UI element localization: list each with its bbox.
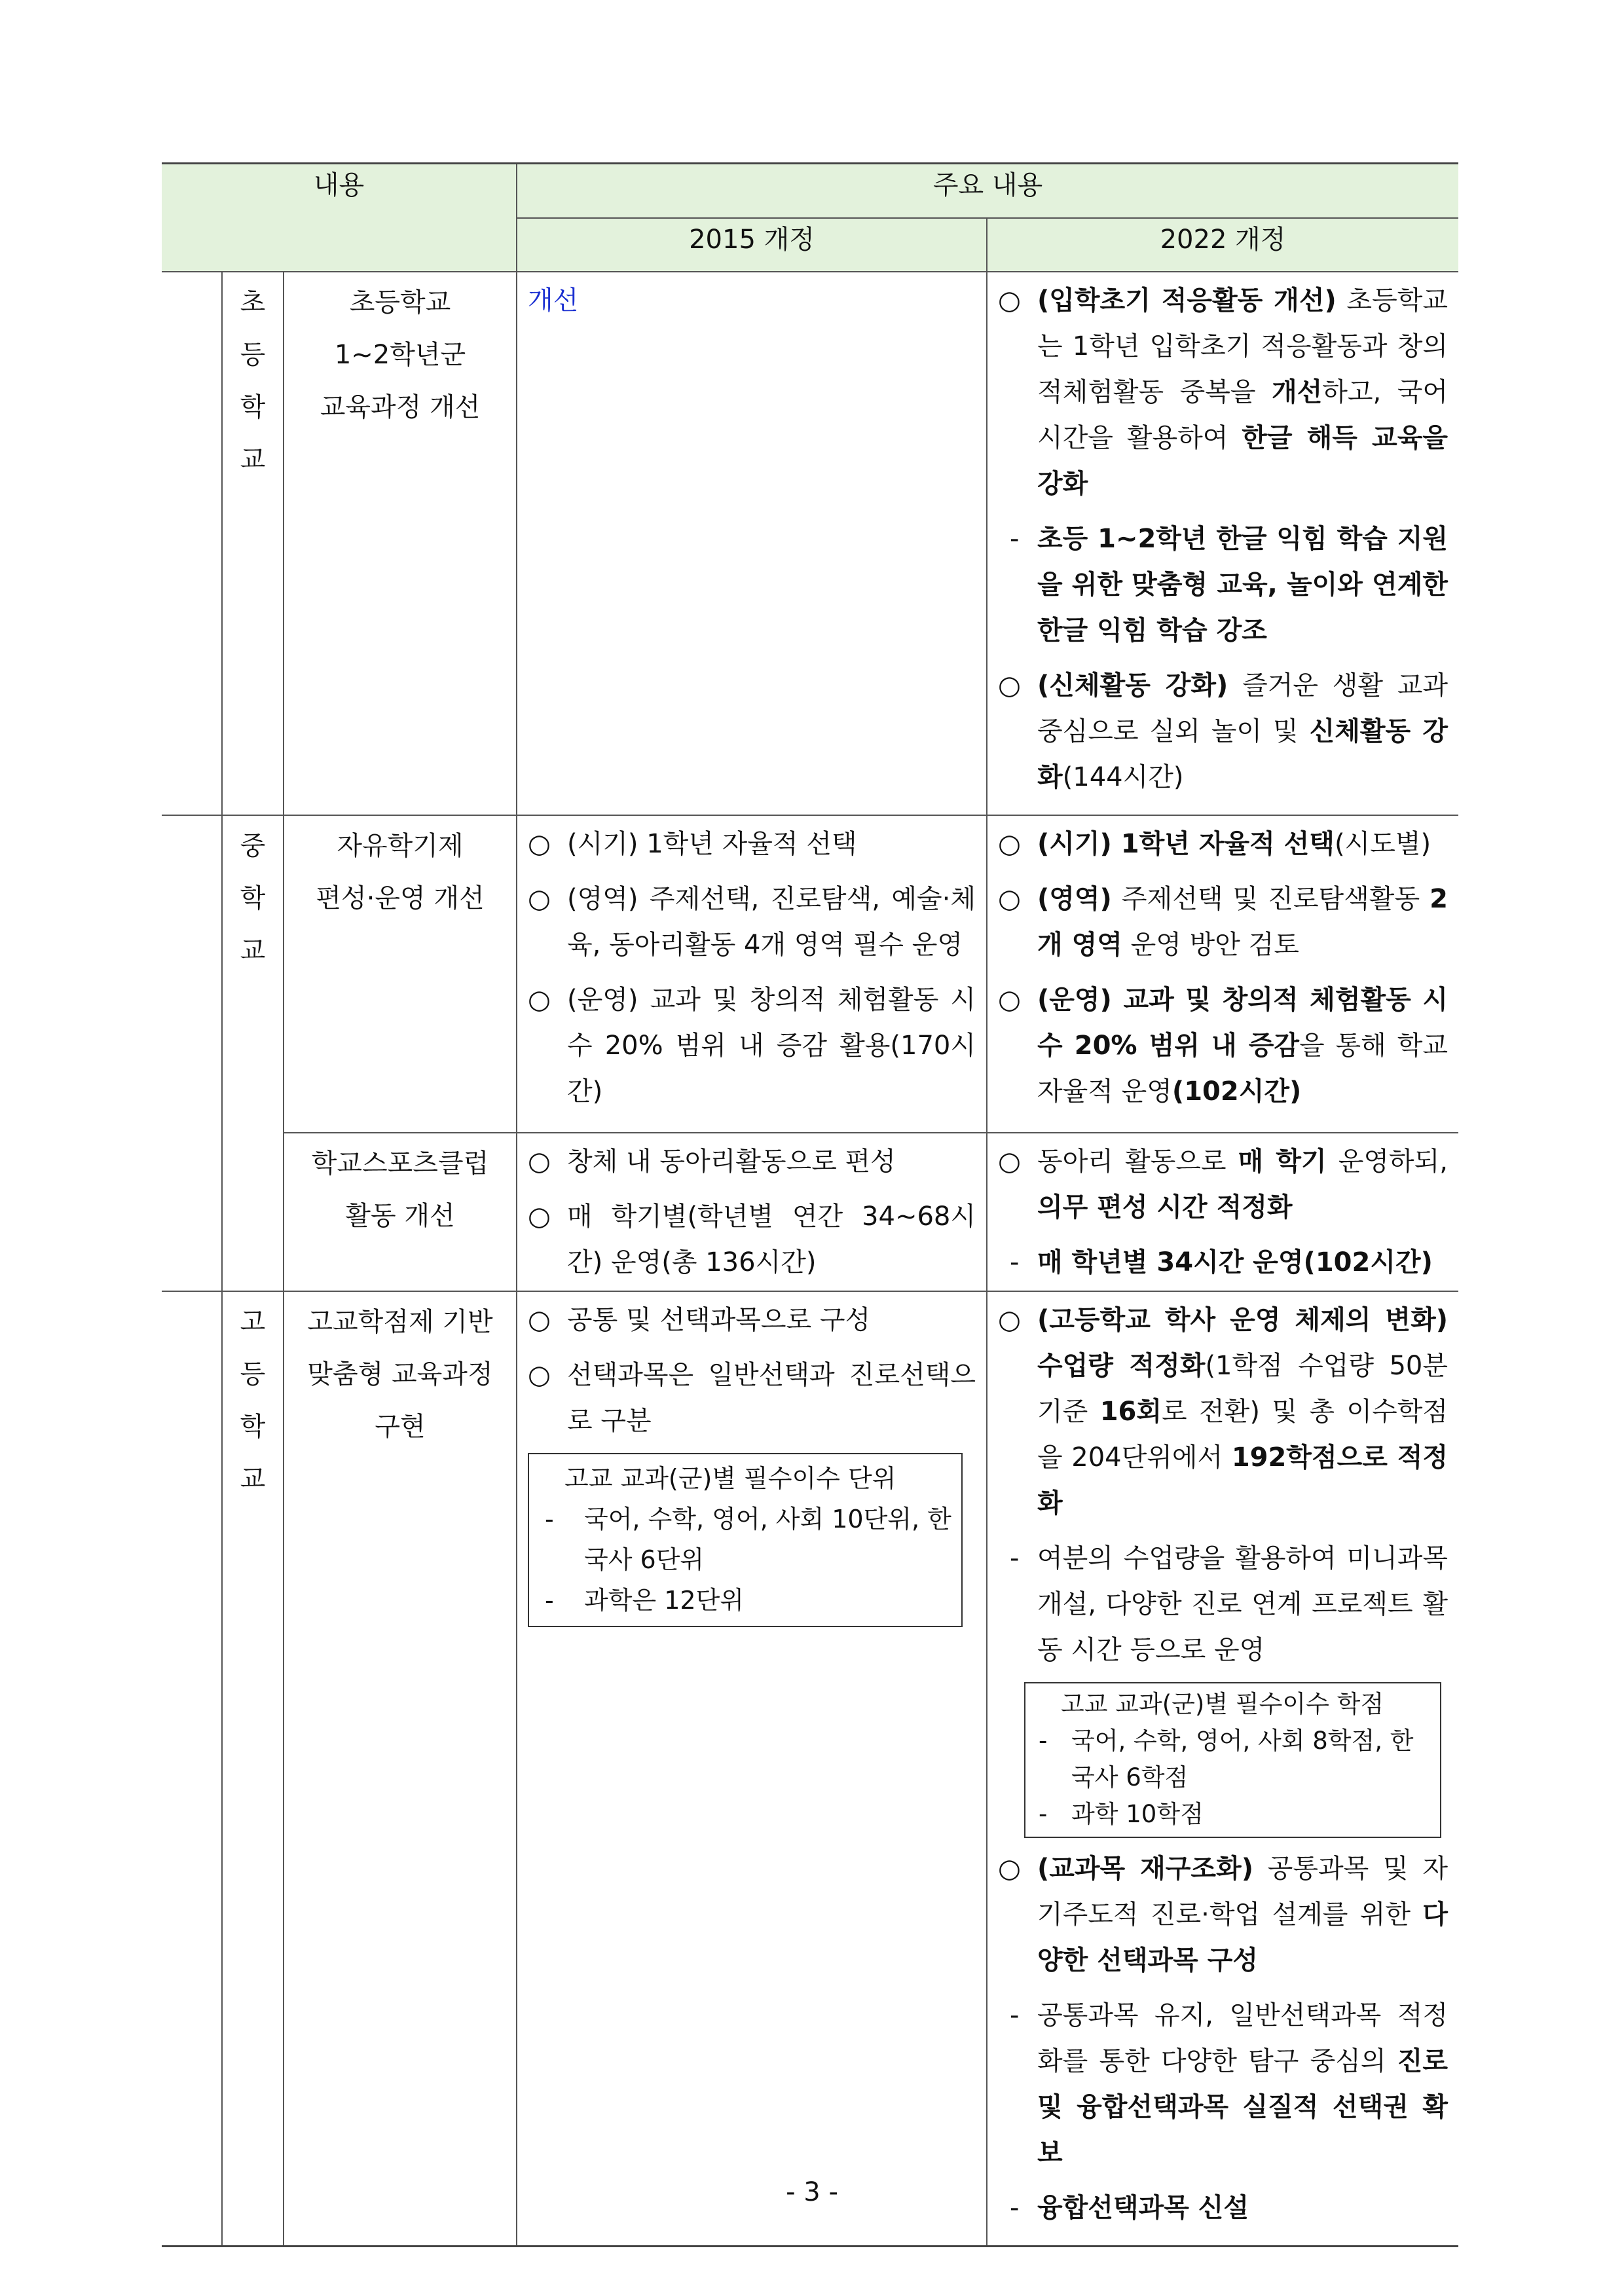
box-item: - 국어, 수학, 영어, 사회 8학점, 한국사 6학점 xyxy=(1039,1726,1414,1791)
high-row xyxy=(162,1291,1458,2247)
box-item: - 과학 10학점 xyxy=(1039,1799,1204,1828)
middle-r2-2022 xyxy=(987,1133,1458,1291)
middle-row-1 xyxy=(162,815,1458,1133)
list-item: ○ (고등학교 학사 운영 체제의 변화) 수업량 적정화(1학점 수업량 50분 기준 16회로 전환) 및 총 이수학점을 204단위에서 192학점으로 적정화 xyxy=(998,1304,1448,1518)
header-main-content: 주요 내용 xyxy=(517,164,1458,218)
list-item: ○ (운영) 교과 및 창의적 체험활동 시수 20% 범위 내 증감 활용(170시간) xyxy=(528,984,976,1107)
topic-elementary: 초등학교 1~2학년군 교육과정 개선 xyxy=(284,272,517,815)
box-title: 고교 교과(군)별 필수이수 학점 xyxy=(1061,1689,1384,1718)
blank-cell xyxy=(162,1291,222,2247)
list-item: ○ 공통 및 선택과목으로 구성 xyxy=(528,1304,871,1335)
header-content: 내용 xyxy=(162,164,517,272)
box-item: - 과학은 12단위 xyxy=(545,1585,744,1615)
sub-item: - 공통과목 유지, 일반선택과목 적정화를 통한 다양한 탐구 중심의 진로 및 융합선택과목 실질적 선택권 확보 xyxy=(1010,2000,1448,2168)
list-item: ○ (영역) 주제선택, 진로탐색, 예술·체육, 동아리활동 4개 영역 필수 운영 xyxy=(528,883,976,960)
header-2022: 2022 개정 xyxy=(987,218,1458,272)
sub-item: - 매 학년별 34시간 운영(102시간) xyxy=(1010,1247,1433,1277)
level-middle: 중 학 교 xyxy=(222,815,284,1291)
elementary-2022 xyxy=(987,272,1458,815)
required-units-box xyxy=(528,1453,963,1627)
curriculum-comparison-table xyxy=(162,162,1458,2247)
box-item: - 국어, 수학, 영어, 사회 10단위, 한국사 6단위 xyxy=(545,1504,951,1574)
list-item: ○ 매 학기별(학년별 연간 34~68시간) 운영(총 136시간) xyxy=(528,1201,976,1277)
list-item: ○ (영역) 주제선택 및 진로탐색활동 2개 영역 운영 방안 검토 xyxy=(998,883,1448,960)
list-item: ○ (신체활동 강화) 즐거운 생활 교과 중심으로 실외 놀이 및 신체활동 강화(144시간) xyxy=(998,670,1449,792)
sub-item: - 초등 1~2학년 한글 익힘 학습 지원을 위한 맞춤형 교육, 놀이와 연계한 한글 익힘 학습 강조 xyxy=(1010,523,1448,646)
list-item: ○ (운영) 교과 및 창의적 체험활동 시수 20% 범위 내 증감을 통해 학교 자율적 운영(102시간) xyxy=(998,984,1448,1107)
elementary-2015-text: 개선 xyxy=(528,285,579,316)
topic-free-semester: 자유학기제 편성·운영 개선 xyxy=(284,815,517,1133)
list-item: ○ (시기) 1학년 자율적 선택(시도별) xyxy=(998,828,1431,859)
sub-item: - 융합선택과목 신설 xyxy=(1010,2192,1249,2223)
list-item: ○ 창체 내 동아리활동으로 편성 xyxy=(528,1146,896,1177)
list-item: ○ 동아리 활동으로 매 학기 운영하되, 의무 편성 시간 적정화 xyxy=(998,1146,1448,1222)
topic-high-credit: 고교학점제 기반 맞춤형 교육과정 구현 xyxy=(284,1291,517,2247)
list-item: ○ (시기) 1학년 자율적 선택 xyxy=(528,828,857,859)
middle-r2-2015 xyxy=(517,1133,987,1291)
box-title: 고교 교과(군)별 필수이수 단위 xyxy=(564,1463,896,1493)
middle-r1-2022 xyxy=(987,815,1458,1133)
required-credits-box xyxy=(1024,1682,1441,1838)
middle-r1-2015 xyxy=(517,815,987,1133)
page-number: - 3 - xyxy=(786,2177,838,2207)
level-high: 고 등 학 교 xyxy=(222,1291,284,2247)
high-2015 xyxy=(517,1291,987,2247)
list-item: ○ 선택과목은 일반선택과 진로선택으로 구분 xyxy=(528,1359,976,1436)
blank-cell xyxy=(162,272,222,815)
middle-row-2 xyxy=(162,1133,1458,1291)
high-2022 xyxy=(987,1291,1458,2247)
elementary-2015 xyxy=(517,272,987,815)
topic-sports-club: 학교스포츠클럽 활동 개선 xyxy=(284,1133,517,1291)
sub-item: - 여분의 수업량을 활용하여 미니과목 개설, 다양한 진로 연계 프로젝트 활동 시간 등으로 운영 xyxy=(1010,1543,1448,1665)
list-item: ○ (입학초기 적응활동 개선) 초등학교는 1학년 입학초기 적응활동과 창의적체험활동 중복을 개선하고, 국어시간을 활용하여 한글 해득 교육을 강화 xyxy=(998,285,1448,499)
level-elementary: 초 등 학 교 xyxy=(222,272,284,815)
blank-cell xyxy=(162,815,222,1291)
list-item: ○ (교과목 재구조화) 공통과목 및 자기주도적 진로·학업 설계를 위한 다양한 선택과목 구성 xyxy=(998,1853,1449,1975)
elementary-row xyxy=(162,272,1458,815)
header-2015: 2015 개정 xyxy=(517,218,987,272)
